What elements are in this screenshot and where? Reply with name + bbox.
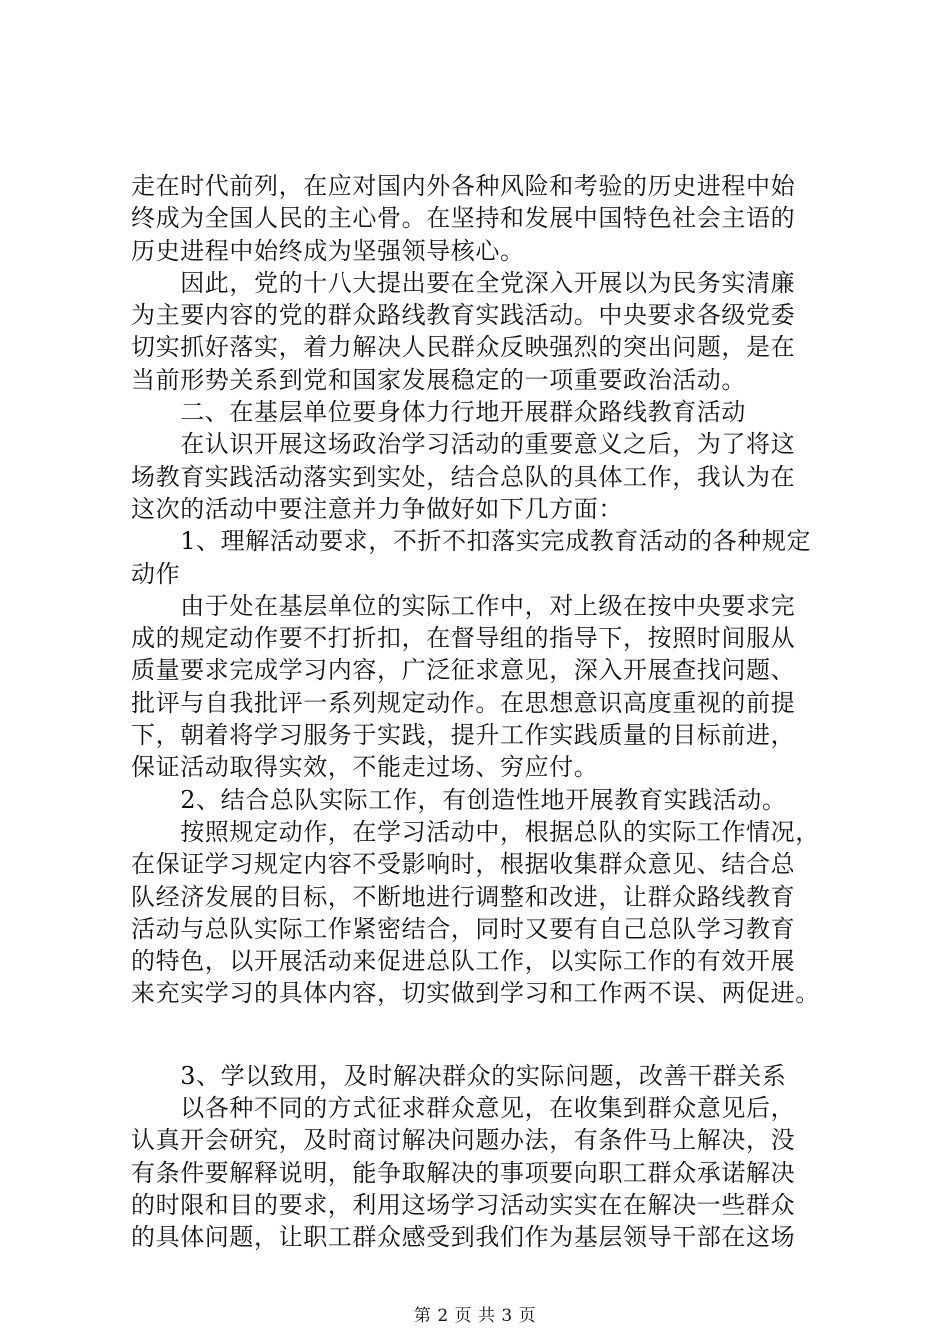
text-line: 当前形势关系到党和国家发展稳定的一项重要政治活动。 [131, 365, 746, 394]
text-line: 来充实学习的具体内容，切实做到学习和工作两不误、两促进。 [131, 979, 820, 1008]
document-body [131, 170, 831, 1254]
text-line: 的特色，以开展活动来促进总队工作，以实际工作的有效开展 [131, 947, 796, 976]
text-line: 终成为全国人民的主心骨。在坚持和发展中国特色社会主语的 [131, 204, 796, 233]
text-line: 保证活动取得实效，不能走过场、穷应付。 [131, 753, 599, 782]
subsection-heading: 3、学以致用，及时解决群众的实际问题，改善干群关系 [131, 1061, 787, 1090]
text-line: 队经济发展的目标，不断地进行调整和改进，让群众路线教育 [131, 882, 796, 911]
text-line: 在保证学习规定内容不受影响时，根据收集群众意见、结合总 [131, 850, 796, 879]
text-line: 为主要内容的党的群众路线教育实践活动。中央要求各级党委 [131, 301, 796, 330]
text-line: 因此，党的十八大提出要在全党深入开展以为民务实清廉 [131, 268, 796, 297]
subsection-heading: 动作 [131, 559, 181, 588]
paragraph-block-1 [131, 170, 831, 1010]
paragraph-gap [131, 1010, 831, 1060]
subsection-heading: 2、结合总队实际工作，有创造性地开展教育实践活动。 [131, 785, 787, 814]
text-line: 认真开会研究，及时商讨解决问题办法，有条件马上解决，没 [131, 1126, 796, 1155]
text-line: 走在时代前列，在应对国内外各种风险和考验的历史进程中始 [131, 172, 796, 200]
text-line: 在认识开展这场政治学习活动的重要意义之后，为了将这 [131, 430, 796, 459]
text-line: 切实抓好落实，着力解决人民群众反映强烈的突出问题，是在 [131, 333, 796, 362]
text-line: 的具体问题，让职工群众感受到我们作为基层领导干部在这场 [131, 1223, 796, 1252]
text-line: 由于处在基层单位的实际工作中，对上级在按中央要求完 [131, 591, 796, 620]
section-heading: 二、在基层单位要身体力行地开展群众路线教育活动 [131, 398, 746, 427]
text-line: 活动与总队实际工作紧密结合，同时又要有自己总队学习教育 [131, 914, 796, 943]
subsection-heading: 1、理解活动要求，不折不扣落实完成教育活动的各种规定 [131, 527, 812, 556]
paragraph-block-2 [131, 1060, 831, 1254]
text-line: 质量要求完成学习内容，广泛征求意见，深入开展查找问题、 [131, 656, 796, 685]
text-line: 历史进程中始终成为坚强领导核心。 [131, 236, 525, 265]
text-line: 有条件要解释说明，能争取解决的事项要向职工群众承诺解决 [131, 1158, 796, 1187]
text-line: 按照规定动作，在学习活动中，根据总队的实际工作情况， [131, 817, 820, 846]
text-line: 的时限和目的要求，利用这场学习活动实实在在解决一些群众 [131, 1190, 796, 1219]
text-line: 下，朝着将学习服务于实践，提升工作实践质量的目标前进， [131, 721, 796, 750]
text-line: 批评与自我批评一系列规定动作。在思想意识高度重视的前提 [131, 688, 796, 717]
page-number-footer: 第 2 页 共 3 页 [413, 1306, 537, 1326]
text-line: 以各种不同的方式征求群众意见，在收集到群众意见后， [131, 1094, 796, 1123]
text-line: 场教育实践活动落实到实处，结合总队的具体工作，我认为在 [131, 462, 796, 491]
text-line: 这次的活动中要注意并力争做好如下几方面： [131, 494, 623, 523]
text-line: 成的规定动作要不打折扣，在督导组的指导下，按照时间服从 [131, 624, 796, 653]
